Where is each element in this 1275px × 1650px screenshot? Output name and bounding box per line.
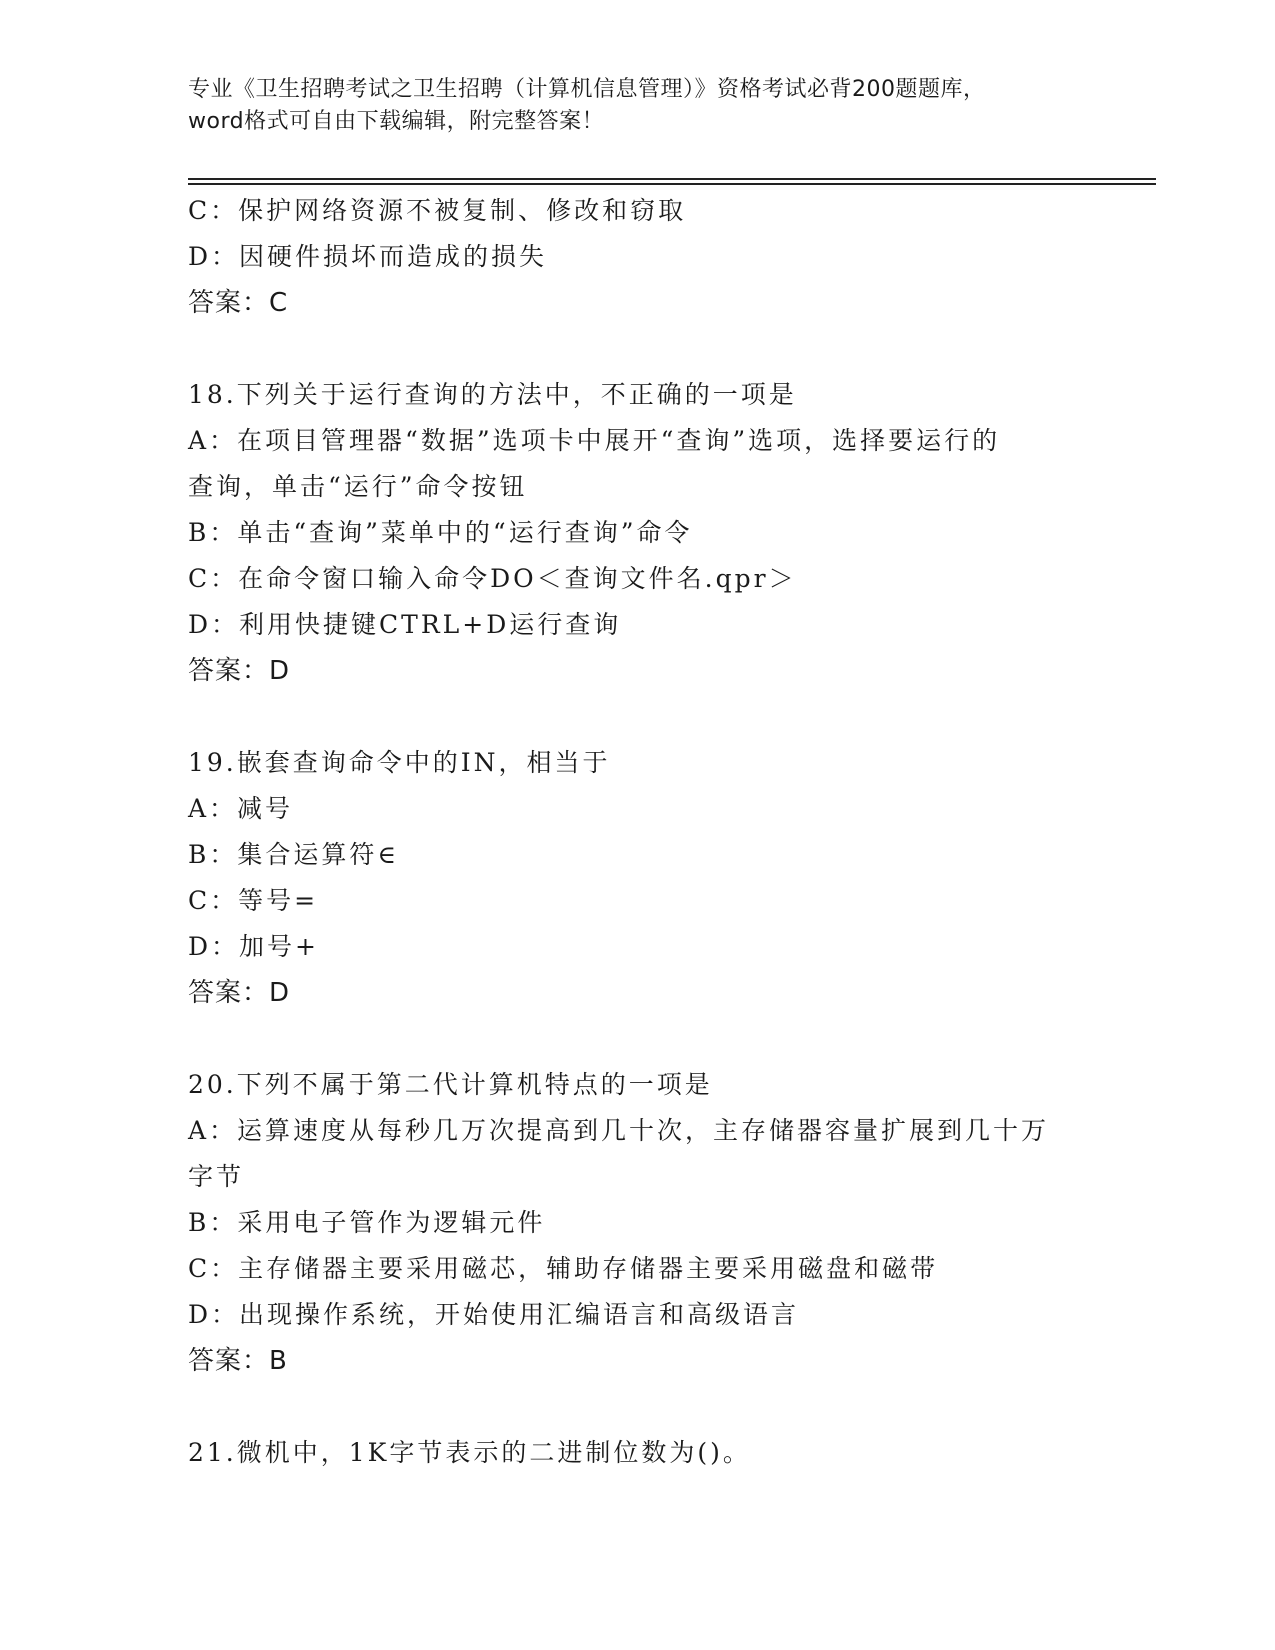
question-text: 21.微机中，1K字节表示的二进制位数为()。 — [188, 1438, 751, 1467]
option-c: C：主存储器主要采用磁芯，辅助存储器主要采用磁盘和磁带 — [188, 1254, 939, 1283]
document-header — [188, 74, 1088, 138]
option-d: D：因硬件损坏而造成的损失 — [188, 242, 548, 271]
question-text: 19.嵌套查询命令中的IN，相当于 — [188, 748, 611, 777]
question-text: 18.下列关于运行查询的方法中，不正确的一项是 — [188, 380, 797, 409]
option-d: D：加号+ — [188, 932, 319, 961]
option-c: C：在命令窗口输入命令DO＜查询文件名.qpr＞ — [188, 564, 797, 593]
option-a: A：运算速度从每秒几万次提高到几十次，主存储器容量扩展到几十万 — [188, 1116, 1050, 1145]
question-21 — [188, 1430, 1088, 1476]
question-list — [188, 188, 1088, 1476]
question-18 — [188, 372, 1088, 694]
answer: 答案：D — [188, 978, 291, 1008]
option-a-continued: 查询，单击“运行”命令按钮 — [188, 472, 528, 501]
answer: 答案：D — [188, 656, 291, 686]
header-divider-top — [188, 178, 1156, 180]
option-d: D：利用快捷键CTRL+D运行查询 — [188, 610, 622, 639]
answer: 答案：C — [188, 288, 289, 318]
question-17-tail — [188, 188, 1088, 326]
question-20 — [188, 1062, 1088, 1384]
spacer — [188, 694, 1088, 740]
option-c: C：保护网络资源不被复制、修改和窃取 — [188, 196, 687, 225]
header-divider-bottom — [188, 183, 1156, 185]
option-a-continued: 字节 — [188, 1162, 245, 1191]
option-c: C：等号= — [188, 886, 319, 915]
question-19 — [188, 740, 1088, 1016]
spacer — [188, 1016, 1088, 1062]
header-title-line-2: word格式可自由下载编辑，附完整答案！ — [188, 109, 605, 134]
option-b: B：集合运算符∈ — [188, 840, 399, 869]
option-b: B：采用电子管作为逻辑元件 — [188, 1208, 546, 1237]
option-d: D：出现操作系统，开始使用汇编语言和高级语言 — [188, 1300, 800, 1329]
answer: 答案：B — [188, 1346, 288, 1376]
option-b: B：单击“查询”菜单中的“运行查询”命令 — [188, 518, 693, 547]
option-a: A：在项目管理器“数据”选项卡中展开“查询”选项，选择要运行的 — [188, 426, 1001, 455]
spacer — [188, 1384, 1088, 1430]
option-a: A：减号 — [188, 794, 294, 823]
header-title-line-1: 专业《卫生招聘考试之卫生招聘（计算机信息管理）》资格考试必背200题题库， — [188, 77, 986, 102]
spacer — [188, 326, 1088, 372]
question-text: 20.下列不属于第二代计算机特点的一项是 — [188, 1070, 713, 1099]
